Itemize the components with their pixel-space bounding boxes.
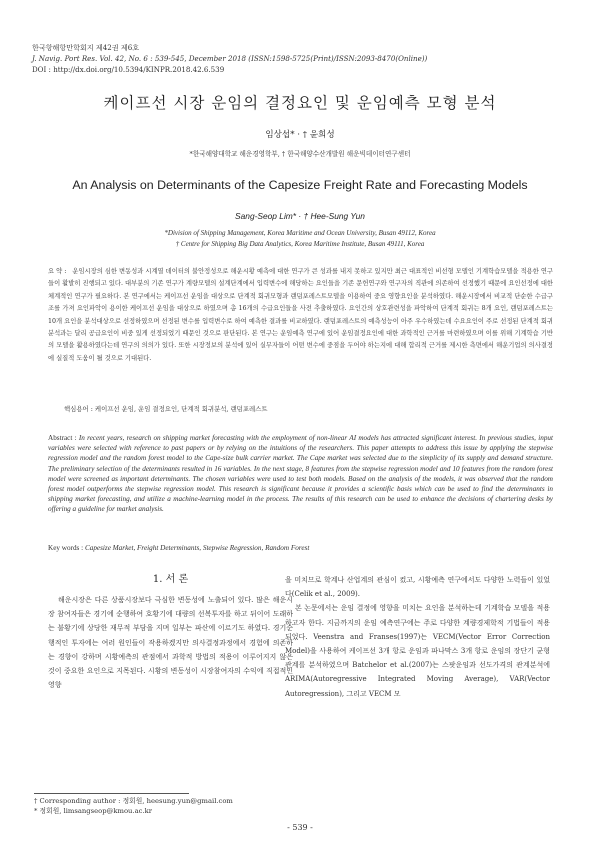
abstract-en xyxy=(48,433,553,515)
body-column-right xyxy=(285,573,550,701)
authors-en: Sang-Seop Lim* · † Hee-Sung Yun xyxy=(235,211,365,221)
section-heading: 1. 서 론 xyxy=(152,574,189,585)
keywords-ko: 핵심용어 : 케이프선 운임, 운임 결정요인, 단계적 회귀분석, 랜덤포레스트 xyxy=(64,405,268,413)
affiliation-en xyxy=(0,228,600,249)
abstract-en-text: In recent years, research on shipping market forecasting with the employment of non-linear AI models has attracted significant interest. In previous studies, input variables were selected with reference to past papers or by relying on the intuitions of the researchers. This paper attempts to address this issue by applying the stepwise regression model and the random forest model to the Cape-size bulk carrier market. The Cape market was selected due to the simplicity of its supply and demand structure. The preliminary selection of the determinants resulted in 16 variables. In the next stage, 8 features from the stepwise regression model and 10 features from the random forest model were screened as important determinants. The chosen variables were used to test both models. Based on the analysis of the models, it was observed that the random forest model outperforms the stepwise regression model. This research is significant because it provides a scientific basis which can be used to find the determinants in shipping market forecasting, and utilize a machine-learning model in the process. The results of this research can be used to enhance the decisions of chartering desks by offering a guideline for market analysis. xyxy=(48,434,553,514)
body-paragraph: 을 미치므로 학계나 산업계의 관심이 컸고, 시황예측 연구에서도 다양한 노력들이 있었다(Celik et al., 2009). xyxy=(285,576,550,599)
authors-ko: 임상섭* · † 윤희성 xyxy=(265,130,335,140)
doi-line: DOI : http://dx.doi.org/10.5394/KINPR.2018.42.6.539 xyxy=(32,64,225,74)
keywords-en-text: Capesize Market, Freight Determinants, Stepwise Regression, Random Forest xyxy=(84,544,310,552)
keywords-en xyxy=(48,544,309,552)
page-number: - 539 - xyxy=(287,823,313,832)
footnote-corresponding-author: † Corresponding author : 정회원, heesung.yun@gmail.com xyxy=(34,797,233,805)
abstract-en-label: Abstract : xyxy=(48,434,77,442)
footnote-divider xyxy=(34,793,189,794)
abstract-ko xyxy=(48,266,553,365)
keywords-en-label: Key words : xyxy=(48,544,84,552)
paper-title-en: An Analysis on Determinants of the Capesize Freight Rate and Forecasting Models xyxy=(72,178,528,192)
body-paragraph: 해운시장은 다른 상품시장보다 극심한 변동성에 노출되어 있다. 많은 해운시장 참여자들은 경기에 순행하여 호황기에 대량의 선복투자를 하고 뒤이어 도래하는 불황기에 상당한 재무적 부담을 지며 일부는 파산에 이르기도 하였다. 경기순행적인 투자에는 여러 원인들이 작용하겠지만 의사결정과정에서 경험에 의존하는 경향이 강하며 시황예측의 관점에서 과학적 방법의 적용이 이루어지지 않은 것이 중요한 요인으로 지목된다. 시황의 변동성이 시장참여자의 수익에 직접적인 영향 xyxy=(48,596,293,690)
affiliation-en-line: *Division of Shipping Management, Korea Maritime and Ocean University, Busan 49112, Korea xyxy=(164,229,436,237)
abstract-ko-label: 요 약 : xyxy=(48,268,67,275)
body-paragraph: 본 논문에서는 운임 결정에 영향을 미치는 요인을 분석하는데 기계학습 모델을 적용하고자 한다. 지금까지의 운임 예측연구에는 주로 다양한 계량경제학적 기법들이 적용되었다. Veenstra and Franses(1997)는 VECM(Vector Error Correction Model)을 사용하여 케이프선 3개 항로 운임과 파나막스 3개 항로 운임의 장단기 균형관계를 분석하였으며 Batchelor et al.(2007)는 스팟운임과 선도가격의 관계분석에 ARIMA(Autoregressive Integrated Moving Average), VAR(Vector Autoregression), 그리고 VECM 모 xyxy=(285,604,550,698)
affiliation-ko: *한국해양대학교 해운경영학부, † 한국해양수산개발원 해운빅데이터연구센터 xyxy=(189,150,411,158)
footnotes xyxy=(34,797,233,817)
paper-title-ko: 케이프선 시장 운임의 결정요인 및 운임예측 모형 분석 xyxy=(103,94,497,112)
body-column-left xyxy=(48,573,293,692)
footnote-author: * 정회원, limsangseop@kmou.ac.kr xyxy=(34,806,152,815)
journal-name-ko: 한국항해항만학회지 제42권 제6호 xyxy=(32,43,140,52)
journal-citation: J. Navig. Port Res. Vol. 42, No. 6 : 539-545, December 2018 (ISSN:1598-5725(Print)/ISSN:2093-8470(Online)) xyxy=(32,53,428,63)
abstract-ko-text: 운임시장의 심한 변동성과 시계열 데이터의 불안정성으로 해운시황 예측에 대한 연구가 큰 성과를 내지 못하고 있지만 최근 대표적인 비선형 모델인 기계학습모델을 적용한 연구들이 활발히 진행되고 있다. 대부분의 기존 연구가 계량모델의 설계단계에서 입력변수에 해당하는 요인들을 기존 문헌연구와 연구자의 직관에 의존하여 선정했기 때문에 요인선정에 대한 체계적인 연구가 필요하다. 본 연구에서는 케이프선 운임을 대상으로 단계적 회귀모형과 랜덤포레스트모델을 이용하여 중요 영향요인을 분석하였다. 해운시장에서 비교적 단순한 수급구조를 가져 요인파악이 용이한 케이프선 운임을 대상으로 하였으며 총 16개의 수급요인들을 사전 추출하였다. 요인간의 상호관련성을 파악하여 단계적 회귀는 8개 요인, 랜덤포레스트는 10개 요인을 분석대상으로 선정하였으며 선정된 변수를 입력변수로 하여 예측한 결과를 비교하였다. 랜덤포레스트의 예측성능이 아주 우수하였는데 수요요인이 주로 선정된 단계적 회귀분석과는 달리 공급요인이 비중 있게 선정되었기 때문인 것으로 판단된다. 본 연구는 운임예측 연구에 있어 운임결정요인에 대한 과학적인 근거를 마련하였으며 이를 위해 기계학습 기반의 모델을 활용하였다는데 연구의 의의가 있다. 또한 시장정보의 분석에 있어 실무자들이 어떤 변수에 중점을 두어야 하는지에 대해 합리적 근거를 제시한 측면에서 해운기업의 의사결정에 실질적 도움이 될 것으로 기대된다. xyxy=(48,268,553,362)
affiliation-en-line: † Centre for Shipping Big Data Analytics, Korea Maritime Institute, Busan 49111, Korea xyxy=(175,239,425,248)
journal-header xyxy=(32,43,427,75)
